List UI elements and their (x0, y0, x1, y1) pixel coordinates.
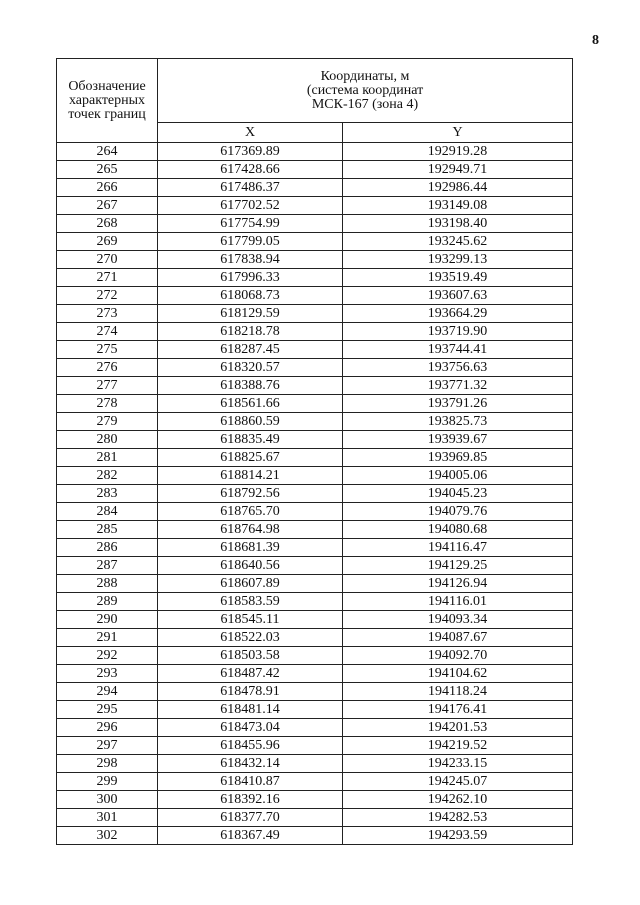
table-row (57, 395, 573, 413)
point-number-cell: 282 (57, 467, 158, 485)
point-number-cell: 300 (57, 791, 158, 809)
point-header-line: Обозначение (68, 78, 146, 94)
y-coordinate-cell: 193607.63 (343, 287, 573, 305)
y-coordinate-cell: 194176.41 (343, 701, 573, 719)
point-number-cell: 269 (57, 233, 158, 251)
x-coordinate-cell: 618522.03 (158, 629, 343, 647)
table-body (57, 143, 573, 845)
point-number-cell: 289 (57, 593, 158, 611)
table-row (57, 431, 573, 449)
table-row (57, 503, 573, 521)
point-number-cell: 293 (57, 665, 158, 683)
point-designation-header (57, 59, 158, 143)
x-coordinate-cell: 618129.59 (158, 305, 343, 323)
x-coordinate-cell: 617838.94 (158, 251, 343, 269)
x-coordinate-cell: 618287.45 (158, 341, 343, 359)
x-coordinate-cell: 618825.67 (158, 449, 343, 467)
point-number-cell: 267 (57, 197, 158, 215)
point-number-cell: 295 (57, 701, 158, 719)
y-coordinate-cell: 194118.24 (343, 683, 573, 701)
table-row (57, 611, 573, 629)
table-row (57, 557, 573, 575)
x-coordinate-cell: 618835.49 (158, 431, 343, 449)
x-coordinate-cell: 618607.89 (158, 575, 343, 593)
y-coordinate-cell: 194079.76 (343, 503, 573, 521)
y-coordinate-cell: 192949.71 (343, 161, 573, 179)
table-row (57, 755, 573, 773)
point-number-cell: 286 (57, 539, 158, 557)
y-coordinate-cell: 193719.90 (343, 323, 573, 341)
y-coordinate-cell: 194087.67 (343, 629, 573, 647)
table-row (57, 287, 573, 305)
table-row (57, 323, 573, 341)
table-row (57, 413, 573, 431)
point-number-cell: 276 (57, 359, 158, 377)
x-coordinate-cell: 617799.05 (158, 233, 343, 251)
x-coordinate-cell: 618503.58 (158, 647, 343, 665)
table-row (57, 683, 573, 701)
x-coordinate-cell: 618478.91 (158, 683, 343, 701)
table-row (57, 521, 573, 539)
y-coordinate-cell: 194126.94 (343, 575, 573, 593)
table-row (57, 701, 573, 719)
y-coordinate-cell: 193825.73 (343, 413, 573, 431)
point-number-cell: 266 (57, 179, 158, 197)
x-coordinate-cell: 618860.59 (158, 413, 343, 431)
table-row (57, 575, 573, 593)
x-coordinate-cell: 618481.14 (158, 701, 343, 719)
table-row (57, 467, 573, 485)
x-coordinate-cell: 618814.21 (158, 467, 343, 485)
x-coordinate-cell: 617486.37 (158, 179, 343, 197)
y-coordinate-cell: 194005.06 (343, 467, 573, 485)
y-coordinate-cell: 193756.63 (343, 359, 573, 377)
coordinates-header (158, 59, 573, 123)
x-coordinate-cell: 618392.16 (158, 791, 343, 809)
x-coordinate-cell: 618218.78 (158, 323, 343, 341)
table-row (57, 539, 573, 557)
point-number-cell: 274 (57, 323, 158, 341)
point-number-cell: 268 (57, 215, 158, 233)
point-number-cell: 299 (57, 773, 158, 791)
x-coordinate-cell: 618561.66 (158, 395, 343, 413)
point-number-cell: 265 (57, 161, 158, 179)
x-coordinate-cell: 617702.52 (158, 197, 343, 215)
table-row (57, 719, 573, 737)
table-row (57, 215, 573, 233)
table-row (57, 809, 573, 827)
point-number-cell: 287 (57, 557, 158, 575)
point-number-cell: 285 (57, 521, 158, 539)
y-coordinate-cell: 193299.13 (343, 251, 573, 269)
point-number-cell: 277 (57, 377, 158, 395)
x-coordinate-cell: 618765.70 (158, 503, 343, 521)
x-coordinate-cell: 618432.14 (158, 755, 343, 773)
x-coordinate-cell: 618681.39 (158, 539, 343, 557)
table-row (57, 485, 573, 503)
point-number-cell: 270 (57, 251, 158, 269)
point-header-line: точек границ (68, 106, 146, 122)
point-number-cell: 264 (57, 143, 158, 161)
y-coordinate-cell: 194129.25 (343, 557, 573, 575)
y-coordinate-cell: 194104.62 (343, 665, 573, 683)
point-number-cell: 291 (57, 629, 158, 647)
y-coordinate-cell: 193744.41 (343, 341, 573, 359)
table-row (57, 251, 573, 269)
point-number-cell: 279 (57, 413, 158, 431)
y-coordinate-cell: 193939.67 (343, 431, 573, 449)
y-coordinate-cell: 194045.23 (343, 485, 573, 503)
page-number: 8 (592, 33, 599, 48)
table-row (57, 647, 573, 665)
point-number-cell: 297 (57, 737, 158, 755)
table-row (57, 737, 573, 755)
y-coordinate-cell: 194116.01 (343, 593, 573, 611)
y-coordinate-cell: 194262.10 (343, 791, 573, 809)
y-coordinate-cell: 193771.32 (343, 377, 573, 395)
table-row (57, 449, 573, 467)
table-row (57, 305, 573, 323)
point-number-cell: 301 (57, 809, 158, 827)
x-column-header: X (158, 123, 343, 143)
point-number-cell: 278 (57, 395, 158, 413)
y-coordinate-cell: 194245.07 (343, 773, 573, 791)
point-number-cell: 284 (57, 503, 158, 521)
x-coordinate-cell: 618455.96 (158, 737, 343, 755)
table-row (57, 377, 573, 395)
point-number-cell: 272 (57, 287, 158, 305)
table-row (57, 593, 573, 611)
y-coordinate-cell: 193664.29 (343, 305, 573, 323)
y-coordinate-cell: 194219.52 (343, 737, 573, 755)
point-number-cell: 271 (57, 269, 158, 287)
table-row (57, 197, 573, 215)
y-coordinate-cell: 194282.53 (343, 809, 573, 827)
x-coordinate-cell: 618320.57 (158, 359, 343, 377)
y-coordinate-cell: 193198.40 (343, 215, 573, 233)
point-number-cell: 275 (57, 341, 158, 359)
point-number-cell: 280 (57, 431, 158, 449)
x-coordinate-cell: 617754.99 (158, 215, 343, 233)
x-coordinate-cell: 618640.56 (158, 557, 343, 575)
point-number-cell: 290 (57, 611, 158, 629)
table-row (57, 269, 573, 287)
y-coordinate-cell: 194233.15 (343, 755, 573, 773)
table-row (57, 161, 573, 179)
y-coordinate-cell: 192919.28 (343, 143, 573, 161)
table-header (57, 59, 573, 143)
point-header-line: характерных (68, 92, 146, 108)
coordinates-table (56, 58, 573, 845)
table-row (57, 179, 573, 197)
point-number-cell: 296 (57, 719, 158, 737)
table-row (57, 359, 573, 377)
table-row (57, 773, 573, 791)
x-coordinate-cell: 618068.73 (158, 287, 343, 305)
y-coordinate-cell: 193519.49 (343, 269, 573, 287)
x-coordinate-cell: 618367.49 (158, 827, 343, 845)
x-coordinate-cell: 618410.87 (158, 773, 343, 791)
table-row (57, 665, 573, 683)
x-coordinate-cell: 618388.76 (158, 377, 343, 395)
table-row (57, 143, 573, 161)
y-column-header: Y (343, 123, 573, 143)
point-number-cell: 292 (57, 647, 158, 665)
point-number-cell: 294 (57, 683, 158, 701)
x-coordinate-cell: 617428.66 (158, 161, 343, 179)
point-number-cell: 281 (57, 449, 158, 467)
x-coordinate-cell: 618545.11 (158, 611, 343, 629)
y-coordinate-cell: 193969.85 (343, 449, 573, 467)
y-coordinate-cell: 194201.53 (343, 719, 573, 737)
table-row (57, 629, 573, 647)
y-coordinate-cell: 194116.47 (343, 539, 573, 557)
y-coordinate-cell: 192986.44 (343, 179, 573, 197)
point-number-cell: 288 (57, 575, 158, 593)
table-row (57, 791, 573, 809)
point-number-cell: 283 (57, 485, 158, 503)
x-coordinate-cell: 617369.89 (158, 143, 343, 161)
table-row (57, 341, 573, 359)
y-coordinate-cell: 194080.68 (343, 521, 573, 539)
y-coordinate-cell: 193791.26 (343, 395, 573, 413)
x-coordinate-cell: 618583.59 (158, 593, 343, 611)
y-coordinate-cell: 194092.70 (343, 647, 573, 665)
point-number-cell: 298 (57, 755, 158, 773)
y-coordinate-cell: 194293.59 (343, 827, 573, 845)
point-number-cell: 302 (57, 827, 158, 845)
coords-header-line: (система координат (306, 82, 424, 98)
table-row (57, 827, 573, 845)
coords-header-line: Координаты, м (320, 68, 410, 84)
x-coordinate-cell: 618377.70 (158, 809, 343, 827)
x-coordinate-cell: 618487.42 (158, 665, 343, 683)
x-coordinate-cell: 618764.98 (158, 521, 343, 539)
y-coordinate-cell: 194093.34 (343, 611, 573, 629)
x-coordinate-cell: 618473.04 (158, 719, 343, 737)
table-row (57, 233, 573, 251)
coords-header-line: МСК-167 (зона 4) (311, 96, 419, 112)
y-coordinate-cell: 193245.62 (343, 233, 573, 251)
point-number-cell: 273 (57, 305, 158, 323)
x-coordinate-cell: 618792.56 (158, 485, 343, 503)
y-coordinate-cell: 193149.08 (343, 197, 573, 215)
x-coordinate-cell: 617996.33 (158, 269, 343, 287)
